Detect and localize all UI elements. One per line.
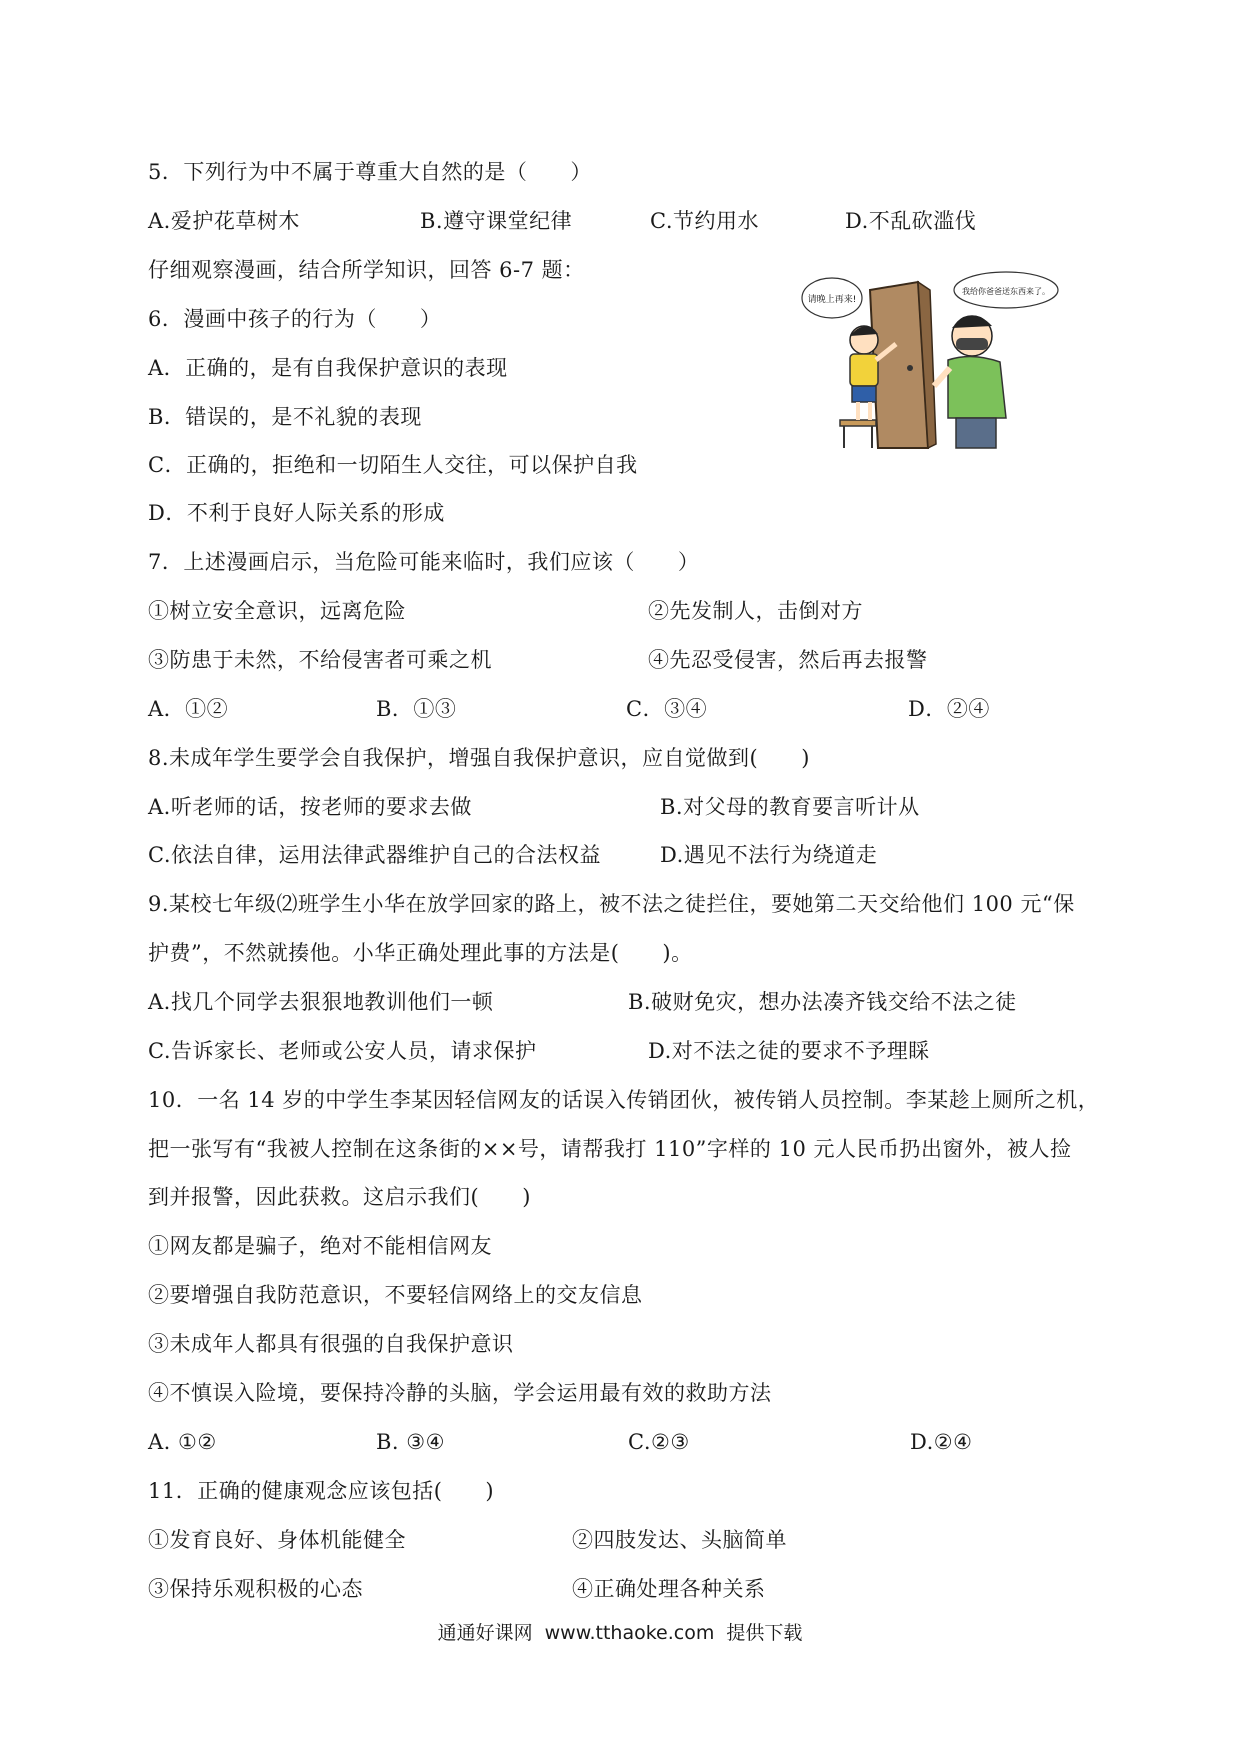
q8-option-b: B.对父母的教育要言听计从 (660, 795, 920, 819)
q11-stem: 11．正确的健康观念应该包括( ) (148, 1479, 495, 1503)
intro-6-7: 仔细观察漫画，结合所学知识，回答 6-7 题： (148, 258, 585, 282)
q8-option-a: A.听老师的话，按老师的要求去做 (148, 795, 472, 819)
q10-stem-line2: 把一张写有“我被人控制在这条街的××号，请帮我打 110”字样的 10 元人民币扔出窗外，被人捡 (148, 1137, 1072, 1161)
q10-option-a: A. ①② (148, 1430, 217, 1454)
q7-item-4: ④先忍受侵害，然后再去报警 (648, 648, 928, 672)
q5-stem: 5．下列行为中不属于尊重大自然的是（ ） (148, 160, 592, 184)
cartoon-child-speech: 请晚上再来! (807, 295, 857, 305)
q6-option-d: D．不利于良好人际关系的形成 (148, 501, 445, 525)
q10-item-3: ③未成年人都具有很强的自我保护意识 (148, 1332, 514, 1356)
cartoon-illustration (800, 268, 1062, 452)
q11-item-2: ②四肢发达、头脑简单 (572, 1528, 787, 1552)
q9-option-b: B.破财免灾，想办法凑齐钱交给不法之徒 (628, 990, 1017, 1014)
q11-item-1: ①发育良好、身体机能健全 (148, 1528, 406, 1552)
q6-option-a: A．正确的，是有自我保护意识的表现 (148, 356, 508, 380)
q7-item-1: ①树立安全意识，远离危险 (148, 599, 406, 623)
q10-option-b: B. ③④ (376, 1430, 445, 1454)
q8-option-c: C.依法自律，运用法律武器维护自己的合法权益 (148, 843, 601, 867)
q10-option-c: C.②③ (628, 1430, 690, 1454)
q5-option-b: B.遵守课堂纪律 (420, 209, 573, 233)
q7-option-c: C．③④ (626, 697, 708, 721)
q10-item-4: ④不慎误入险境，要保持冷静的头脑，学会运用最有效的救助方法 (148, 1381, 772, 1405)
q6-option-c: C．正确的，拒绝和一切陌生人交往，可以保护自我 (148, 453, 638, 477)
q10-stem-line1: 10．一名 14 岁的中学生李某因轻信网友的话误入传销团伙，被传销人员控制。李某趁上厕所之机， (148, 1088, 1100, 1112)
q11-item-3: ③保持乐观积极的心态 (148, 1577, 363, 1601)
q8-option-d: D.遇见不法行为绕道走 (660, 843, 878, 867)
q5-option-d: D.不乱砍滥伐 (845, 209, 977, 233)
q10-item-1: ①网友都是骗子，绝对不能相信网友 (148, 1234, 492, 1258)
q7-option-d: D．②④ (908, 697, 990, 721)
footer-site-name: 通通好课网 (437, 1622, 533, 1644)
q5-option-c: C.节约用水 (650, 209, 759, 233)
q7-stem: 7．上述漫画启示，当危险可能来临时，我们应该（ ） (148, 550, 700, 574)
q7-option-b: B．①③ (376, 697, 457, 721)
q6-stem: 6．漫画中孩子的行为（ ） (148, 307, 442, 331)
cartoon-man-speech: 我给你爸爸送东西来了。 (962, 287, 1050, 296)
q7-option-a: A．①② (148, 697, 229, 721)
q7-item-2: ②先发制人，击倒对方 (648, 599, 863, 623)
q9-stem-line1: 9.某校七年级⑵班学生小华在放学回家的路上，被不法之徒拦住，要她第二天交给他们 100 元“保 (148, 892, 1075, 916)
q10-stem-line3: 到并报警，因此获救。这启示我们( ) (148, 1185, 531, 1209)
q9-option-d: D.对不法之徒的要求不予理睬 (648, 1039, 930, 1063)
q11-item-4: ④正确处理各种关系 (572, 1577, 766, 1601)
q5-option-a: A.爱护花草树木 (148, 209, 300, 233)
q7-item-3: ③防患于未然，不给侵害者可乘之机 (148, 648, 492, 672)
q6-option-b: B．错误的，是不礼貌的表现 (148, 405, 422, 429)
q9-option-a: A.找几个同学去狠狠地教训他们一顿 (148, 990, 494, 1014)
footer-url[interactable]: www.tthaoke.com (544, 1622, 715, 1644)
q10-option-d: D.②④ (910, 1430, 973, 1454)
q8-stem: 8.未成年学生要学会自我保护，增强自我保护意识，应自觉做到( ) (148, 746, 810, 770)
q9-stem-line2: 护费”，不然就揍他。小华正确处理此事的方法是( )。 (148, 941, 693, 965)
q10-item-2: ②要增强自我防范意识，不要轻信网络上的交友信息 (148, 1283, 643, 1307)
page-footer (0, 1618, 1240, 1648)
footer-tail: 提供下载 (726, 1622, 803, 1644)
q9-option-c: C.告诉家长、老师或公安人员，请求保护 (148, 1039, 537, 1063)
